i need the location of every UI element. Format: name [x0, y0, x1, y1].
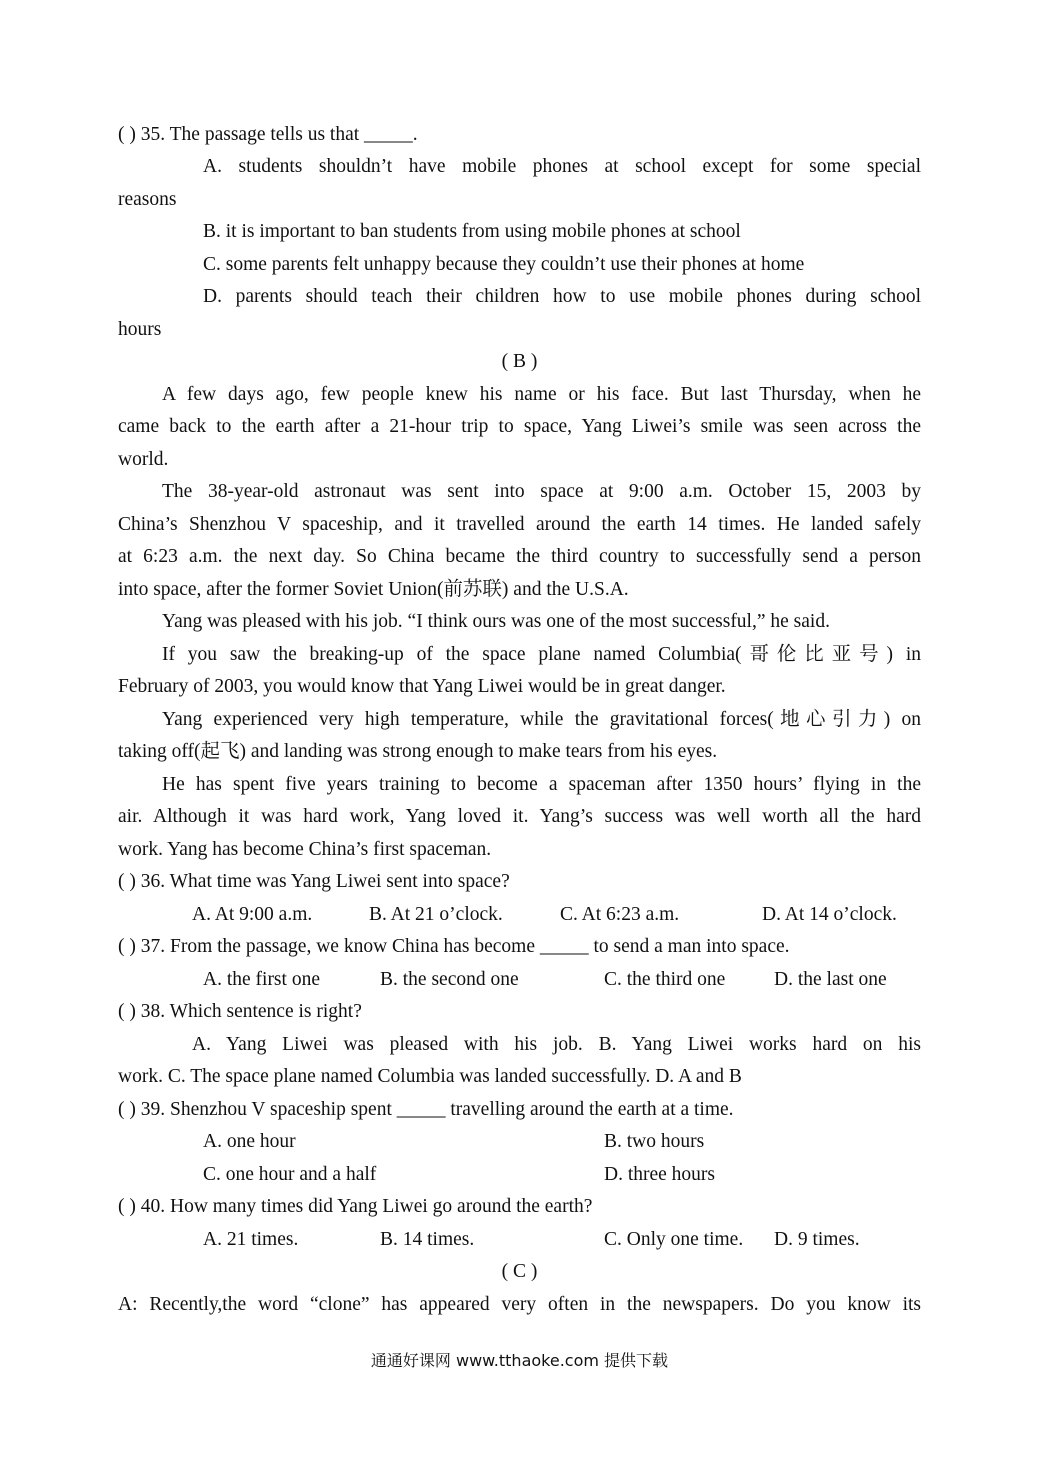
- q39-option-c: C. one hour and a half: [203, 1164, 377, 1185]
- q39-option-a: A. one hour: [203, 1131, 296, 1152]
- passage-b-p4-line: If you saw the breaking-up of the space plane named Columbia(哥伦比亚号) in: [162, 644, 921, 665]
- q37-stem: ( ) 37. From the passage, we know China has become _____ to send a man into space.: [118, 936, 790, 957]
- q35-option-d: D. parents should teach their children how to use mobile phones during school: [203, 286, 921, 307]
- q36-option-d: D. At 14 o’clock.: [762, 904, 897, 925]
- q37-option-c: C. the third one: [604, 969, 726, 990]
- q40-option-a: A. 21 times.: [203, 1229, 299, 1250]
- q40-option-c: C. Only one time.: [604, 1229, 744, 1250]
- q39-stem: ( ) 39. Shenzhou V spaceship spent _____ travelling around the earth at a time.: [118, 1099, 734, 1120]
- passage-b-p2-line: into space, after the former Soviet Union(前苏联) and the U.S.A.: [118, 579, 629, 600]
- q35-option-a-cont: reasons: [118, 189, 177, 210]
- passage-b-p2-line: China’s Shenzhou V spaceship, and it travelled around the earth 14 times. He landed safely: [118, 514, 921, 535]
- q36-stem: ( ) 36. What time was Yang Liwei sent into space?: [118, 871, 510, 892]
- q35-stem: ( ) 35. The passage tells us that _____.: [118, 124, 418, 145]
- q40-option-d: D. 9 times.: [774, 1229, 860, 1250]
- q36-option-c: C. At 6:23 a.m.: [560, 904, 680, 925]
- passage-b-p1-line: came back to the earth after a 21-hour trip to space, Yang Liwei’s smile was seen across the: [118, 416, 921, 437]
- passage-b-p2-line: The 38-year-old astronaut was sent into space at 9:00 a.m. October 15, 2003 by: [162, 481, 921, 502]
- q39-option-d: D. three hours: [604, 1164, 716, 1185]
- dialogue-line: A: Recently,the word “clone” has appeared very often in the newspapers. Do you know its: [118, 1294, 921, 1315]
- q36-option-a: A. At 9:00 a.m.: [192, 904, 313, 925]
- passage-b-p6-line: work. Yang has become China’s first spaceman.: [118, 839, 492, 860]
- passage-b-p1-line: A few days ago, few people knew his name or his face. But last Thursday, when he: [162, 384, 921, 405]
- passage-b-p6-line: He has spent five years training to become a spaceman after 1350 hours’ flying in the: [162, 774, 921, 795]
- q40-option-b: B. 14 times.: [380, 1229, 475, 1250]
- q36-option-b: B. At 21 o’clock.: [369, 904, 503, 925]
- passage-b-p1-line: world.: [118, 449, 169, 470]
- passage-b-p2-line: at 6:23 a.m. the next day. So China became the third country to successfully send a person: [118, 546, 921, 567]
- section-c-heading: ( C ): [501, 1261, 538, 1282]
- section-b-heading: ( B ): [501, 351, 538, 372]
- q35-option-c: C. some parents felt unhappy because they couldn’t use their phones at home: [203, 254, 805, 275]
- q39-option-b: B. two hours: [604, 1131, 705, 1152]
- passage-b-p4-line: February of 2003, you would know that Yang Liwei would be in great danger.: [118, 676, 726, 697]
- q37-option-b: B. the second one: [380, 969, 519, 990]
- q35-option-d-cont: hours: [118, 319, 162, 340]
- q38-stem: ( ) 38. Which sentence is right?: [118, 1001, 362, 1022]
- q37-option-a: A. the first one: [203, 969, 320, 990]
- q35-option-b: B. it is important to ban students from using mobile phones at school: [203, 221, 741, 242]
- q38-options-line: work. C. The space plane named Columbia was landed successfully. D. A and B: [118, 1066, 742, 1087]
- q40-stem: ( ) 40. How many times did Yang Liwei go around the earth?: [118, 1196, 593, 1217]
- q37-option-d: D. the last one: [774, 969, 887, 990]
- page-footer: 通通好课网 www.tthaoke.com 提供下载: [370, 1351, 669, 1370]
- q38-options-line: A. Yang Liwei was pleased with his job. B. Yang Liwei works hard on his: [192, 1034, 921, 1055]
- q35-option-a: A. students shouldn’t have mobile phones at school except for some special: [203, 156, 921, 177]
- passage-b-p6-line: air. Although it was hard work, Yang loved it. Yang’s success was well worth all the hard: [118, 806, 921, 827]
- passage-b-p3-line: Yang was pleased with his job. “I think ours was one of the most successful,” he said.: [162, 611, 830, 632]
- passage-b-p5-line: Yang experienced very high temperature, while the gravitational forces(地心引力) on: [162, 709, 921, 730]
- passage-b-p5-line: taking off(起飞) and landing was strong enough to make tears from his eyes.: [118, 741, 718, 762]
